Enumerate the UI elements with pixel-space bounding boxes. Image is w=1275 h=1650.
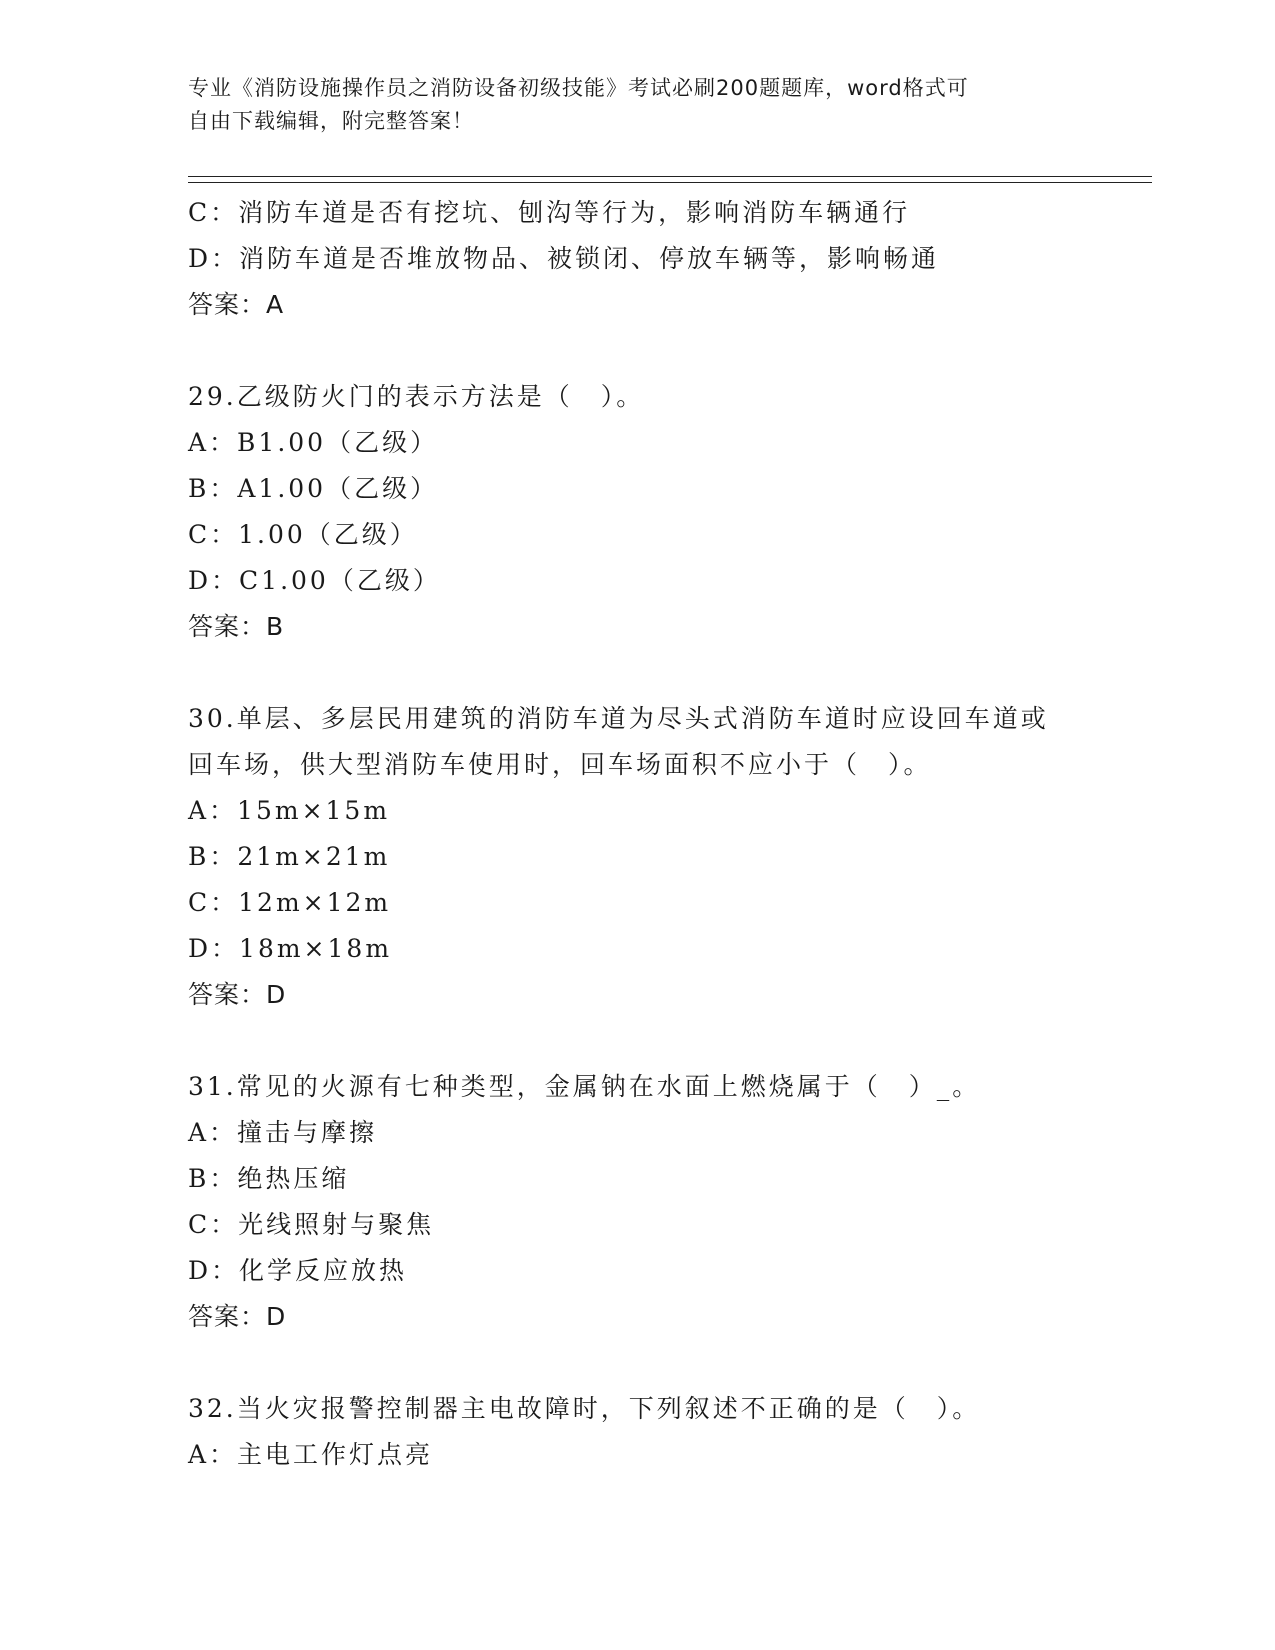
option-b: B：21m×21m [188, 842, 391, 871]
option-d: D：化学反应放热 [188, 1256, 408, 1285]
option-a: A：主电工作灯点亮 [188, 1440, 434, 1469]
option-c: C：12m×12m [188, 888, 392, 917]
option-a: A：15m×15m [188, 796, 391, 825]
question-stem-continued: 回车场，供大型消防车使用时，回车场面积不应小于（ ）。 [188, 750, 932, 779]
option-d: D：消防车道是否堆放物品、被锁闭、停放车辆等，影响畅通 [188, 244, 940, 273]
document-header [188, 72, 1068, 138]
option-a: A：B1.00（乙级） [188, 428, 439, 457]
option-b: B：A1.00（乙级） [188, 474, 439, 503]
option-d: D：C1.00（乙级） [188, 566, 441, 595]
question-stem: 32.当火灾报警控制器主电故障时，下列叙述不正确的是（ ）。 [188, 1394, 981, 1423]
answer: 答案：D [188, 980, 287, 1009]
question-31 [188, 1064, 1152, 1340]
header-divider-top [188, 176, 1152, 177]
option-c: C：1.00（乙级） [188, 520, 418, 549]
answer: 答案：B [188, 612, 285, 641]
question-stem: 31.常见的火源有七种类型，金属钠在水面上燃烧属于（ ）_。 [188, 1072, 981, 1101]
header-line-1: 专业《消防设施操作员之消防设备初级技能》考试必刷200题题库，word格式可 [188, 76, 969, 100]
answer: 答案：A [188, 290, 285, 319]
question-29 [188, 374, 1152, 650]
question-list [188, 190, 1152, 1478]
option-d: D：18m×18m [188, 934, 393, 963]
header-divider-bottom [188, 182, 1152, 183]
question-28-continuation [188, 190, 1152, 328]
option-c: C：消防车道是否有挖坑、刨沟等行为，影响消防车辆通行 [188, 198, 911, 227]
answer: 答案：D [188, 1302, 287, 1331]
question-30 [188, 696, 1152, 1018]
question-stem: 29.乙级防火门的表示方法是（ ）。 [188, 382, 645, 411]
question-stem: 30.单层、多层民用建筑的消防车道为尽头式消防车道时应设回车道或 [188, 704, 1049, 733]
header-line-2: 自由下载编辑，附完整答案！ [188, 109, 474, 133]
question-32 [188, 1386, 1152, 1478]
option-b: B：绝热压缩 [188, 1164, 350, 1193]
option-c: C：光线照射与聚焦 [188, 1210, 435, 1239]
option-a: A：撞击与摩擦 [188, 1118, 378, 1147]
